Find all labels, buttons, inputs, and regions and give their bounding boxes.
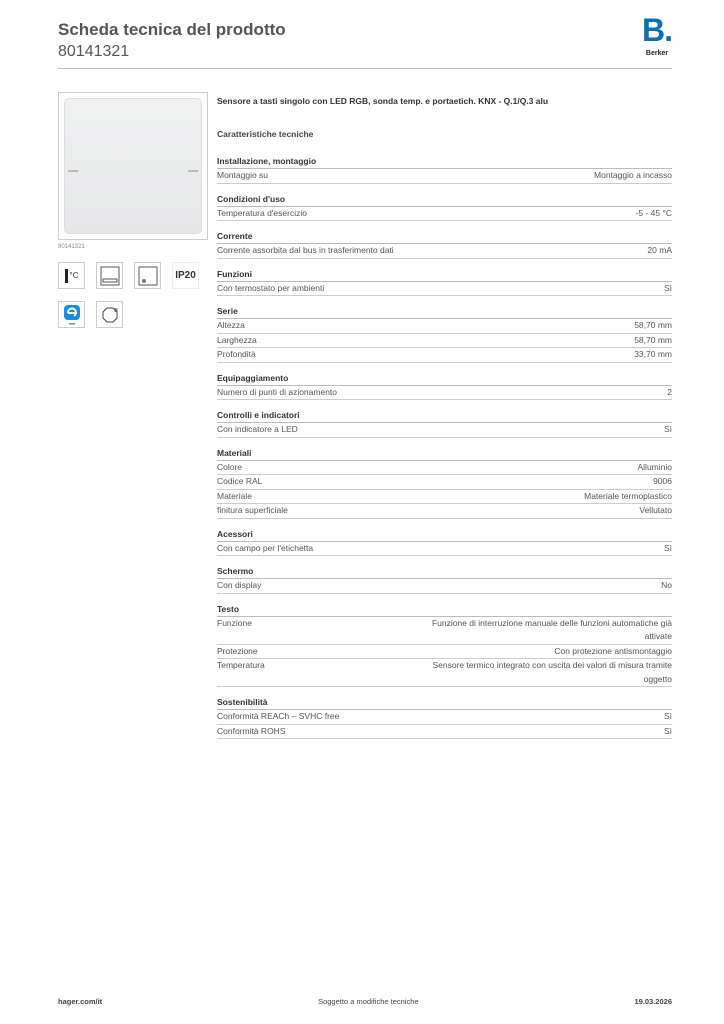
spec-section	[217, 409, 672, 438]
spec-row	[217, 725, 672, 740]
spec-label: finitura superficiale	[217, 505, 288, 515]
spec-label: Conformità REACh – SVHC free	[217, 711, 340, 721]
spec-value: -5 - 45 °C	[635, 207, 672, 218]
spec-row	[217, 542, 672, 557]
spec-value: Con protezione antismontaggio	[554, 645, 672, 656]
spec-value: 58,70 mm	[634, 334, 672, 345]
spec-label: Con termostato per ambienti	[217, 282, 325, 293]
footer-date: 19.03.2026	[634, 997, 672, 1006]
product-number: 80141321	[58, 43, 130, 60]
spec-label: Con display	[217, 580, 262, 590]
section-title: Controlli e indicatori	[217, 409, 672, 423]
header-divider	[58, 68, 672, 69]
rotary-icon	[96, 301, 123, 328]
spec-section	[217, 603, 672, 688]
spec-label: Funzione	[217, 617, 252, 628]
spec-section	[217, 447, 672, 519]
spec-row	[217, 348, 672, 363]
spec-label: Profondità	[217, 349, 256, 359]
spec-value: No	[661, 580, 672, 590]
spec-section	[217, 193, 672, 222]
section-title: Funzioni	[217, 268, 672, 282]
spec-section	[217, 155, 672, 184]
section-title: Acessori	[217, 528, 672, 542]
page-title: Scheda tecnica del prodotto	[58, 20, 286, 39]
spec-row	[217, 334, 672, 349]
spec-label: Codice RAL	[217, 476, 263, 486]
spec-value: Materiale termoplastico	[584, 490, 672, 501]
section-title: Equipaggiamento	[217, 372, 672, 386]
ip20-icon: IP20	[172, 262, 199, 289]
spec-value: 20 mA	[647, 245, 672, 255]
display-icon	[96, 262, 123, 289]
section-title: Condizioni d'uso	[217, 193, 672, 207]
section-title: Schermo	[217, 565, 672, 579]
spec-value: Alluminio	[637, 461, 672, 472]
spec-label: Larghezza	[217, 334, 257, 345]
spec-value: Sensore termico integrato con uscita dei valori di misura tramite oggetto	[432, 660, 672, 684]
spec-content	[217, 96, 672, 748]
spec-label: Colore	[217, 461, 243, 472]
spec-row	[217, 659, 672, 687]
spec-label: Protezione	[217, 645, 258, 656]
spec-row	[217, 207, 672, 222]
spec-row	[217, 319, 672, 334]
spec-section	[217, 696, 672, 739]
thermometer-unit: °C	[69, 271, 79, 280]
spec-label: Conformità ROHS	[217, 725, 286, 736]
logo-name: Berker	[645, 50, 669, 57]
spec-row	[217, 645, 672, 660]
spec-sections	[217, 155, 672, 739]
spec-row	[217, 169, 672, 184]
section-title: Testo	[217, 603, 672, 617]
spec-row	[217, 617, 672, 645]
spec-label: Con indicatore a LED	[217, 424, 298, 434]
spec-value: 33,70 mm	[634, 349, 672, 359]
spec-label: Montaggio su	[217, 170, 269, 180]
spec-row	[217, 710, 672, 725]
spec-row	[217, 461, 672, 476]
footer-website[interactable]: hager.com/it	[58, 997, 103, 1006]
product-image	[58, 92, 208, 240]
spec-value: Sì	[663, 424, 672, 434]
section-title: Materiali	[217, 447, 672, 461]
spec-section	[217, 565, 672, 594]
section-title: Sostenibilità	[217, 696, 672, 710]
spec-value: Sì	[663, 711, 672, 721]
section-title: Serie	[217, 305, 672, 319]
spec-value: Funzione di interruzione manuale delle funzioni automatiche già attivate	[431, 617, 672, 641]
spec-row	[217, 423, 672, 438]
feature-icons	[58, 262, 218, 328]
spec-value: Montaggio a incasso	[594, 170, 672, 180]
spec-label: Materiale	[217, 490, 252, 501]
spec-section	[217, 268, 672, 297]
spec-row	[217, 490, 672, 505]
features-title: Caratteristiche tecniche	[217, 129, 314, 139]
light-sensor-icon	[134, 262, 161, 289]
spec-section	[217, 528, 672, 557]
spec-row	[217, 475, 672, 490]
berker-logo	[638, 12, 676, 58]
image-caption: 80141321	[58, 244, 85, 250]
spec-label: Con campo per l'etichetta	[217, 542, 314, 553]
footer-note: Soggetto a modifiche tecniche	[318, 997, 419, 1006]
spec-label: Altezza	[217, 320, 245, 330]
spec-label: Temperatura d'esercizio	[217, 207, 307, 218]
spec-row	[217, 244, 672, 259]
easy-app-icon	[58, 301, 85, 328]
spec-row	[217, 579, 672, 594]
spec-row	[217, 282, 672, 297]
product-description: Sensore a tasti singolo con LED RGB, sonda temp. e portaetich. KNX - Q.1/Q.3 alu	[217, 96, 549, 106]
logo-letter: B.	[642, 12, 672, 48]
spec-value: Sì	[663, 282, 672, 293]
spec-value: Sì	[663, 542, 672, 553]
footer	[58, 997, 672, 1006]
spec-label: Corrente assorbita dal bus in trasferimento dati	[217, 245, 394, 255]
spec-section	[217, 305, 672, 363]
spec-label: Numero di punti di azionamento	[217, 386, 338, 397]
spec-section	[217, 230, 672, 259]
spec-value: 2	[667, 386, 672, 397]
spec-value: Sì	[663, 725, 672, 736]
spec-value: Vellutato	[639, 505, 672, 515]
spec-section	[217, 372, 672, 401]
spec-row	[217, 386, 672, 401]
spec-label: Temperatura	[217, 660, 265, 670]
section-title: Installazione, montaggio	[217, 155, 672, 169]
thermometer-icon	[58, 262, 85, 289]
spec-value: 9006	[653, 476, 672, 486]
spec-value: 58,70 mm	[634, 320, 672, 330]
spec-row	[217, 504, 672, 519]
section-title: Corrente	[217, 230, 672, 244]
